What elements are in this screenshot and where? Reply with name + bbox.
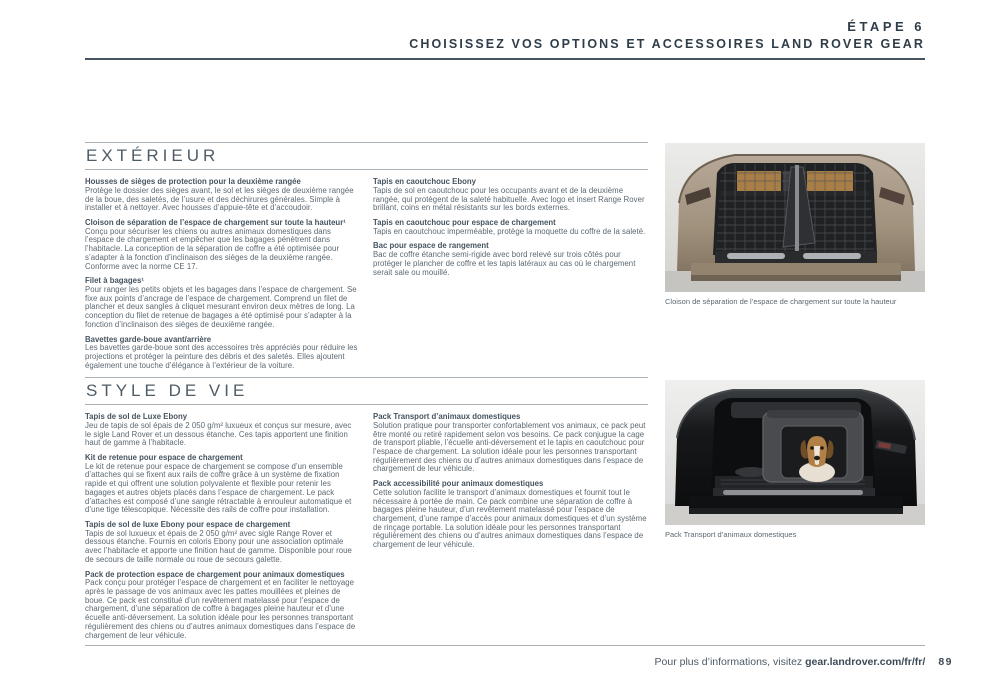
paragraph-title: Kit de retenue pour espace de chargement xyxy=(85,452,243,462)
section-divider-bottom xyxy=(85,404,648,405)
section-heading-style-de-vie: STYLE DE VIE xyxy=(86,381,249,400)
page-header xyxy=(85,19,925,51)
paragraph xyxy=(85,178,359,213)
paragraph-title: Filet à bagages¹ xyxy=(85,276,144,286)
paragraph xyxy=(85,571,359,641)
exterieur-column-2 xyxy=(373,178,647,376)
paragraph xyxy=(85,219,359,271)
style-column-1 xyxy=(85,413,359,646)
paragraph-title: Tapis de sol de Luxe Ebony xyxy=(85,412,188,421)
footer-text: Pour plus d’informations, visitez xyxy=(654,656,806,668)
page-footer xyxy=(655,656,953,668)
page-title: CHOISISSEZ VOS OPTIONS ET ACCESSOIRES LAND ROVER GEAR xyxy=(409,37,925,51)
paragraph xyxy=(373,178,647,213)
page-number: 89 xyxy=(938,656,953,668)
section-style-de-vie xyxy=(85,377,648,646)
paragraph-body: Pack conçu pour protéger l’espace de chargement et en faciliter le nettoyage après le passage de vos animaux avec les pattes mouillées et pleines de boue. Ce pack est constitué d’un revêtement matelassé pour l’espace de chargement, d’une séparation de coffre à bagages pleine hauteur et d’une écuelle anti-déversement. La solution idéale pour les personnes transportant régulièrement des chiens ou d’autres animaux domestiques dans l’espace de chargement de leur véhicule. xyxy=(85,578,356,640)
paragraph xyxy=(85,277,359,329)
paragraph-body: Jeu de tapis de sol épais de 2 050 g/m² luxueux et conçus sur mesure, avec le sigle Land Rover et un dessous étanche. Ces tapis apportent une finition haut de gamme à l’habitacle. xyxy=(85,420,352,448)
section-exterieur xyxy=(85,142,648,376)
paragraph-title: Pack accessibilité pour animaux domestiques xyxy=(373,479,544,489)
section-divider-bottom xyxy=(85,169,648,170)
paragraph-body: Le kit de retenue pour espace de chargement se compose d’un ensemble d’attaches qui se fixent aux rails de coffre grâce à un système de fixation rapide et qui offrent une solution polyvalente et flexible pour retenir les bagages et autres objets placés dans l’espace de chargement. Le pack d’attaches est composé d’une sangle rétractable à enrouleur automatique et d’une tige télescopique. Nécessite des rails de coffre pour installation. xyxy=(85,461,352,515)
paragraph-body: Pour ranger les petits objets et les bagages dans l’espace de chargement. Se fixe aux points d’ancrage de l’espace de chargement. Comprend un filet de plancher et deux sangles à cliquet mesurant environ deux mètres de long. La conception du filet de retenue de bagages a été optimisé pour s’adapter à la fonction d’inclinaison des sièges de deuxième rangée. xyxy=(85,285,357,329)
paragraph-body: Tapis en caoutchouc imperméable, protège la moquette du coffre de la saleté. xyxy=(373,226,646,236)
paragraph xyxy=(373,219,647,237)
section-divider-top xyxy=(85,142,648,143)
paragraph xyxy=(373,242,647,277)
style-column-2 xyxy=(373,413,647,646)
figure-cargo-partition xyxy=(665,143,925,306)
paragraph xyxy=(85,336,359,371)
paragraph-body: Bac de coffre étanche semi-rigide avec bord relevé sur trois côtés pour protéger le plancher de coffre et les tapis latéraux au cas où le chargement serait sale ou mouillé. xyxy=(373,250,636,277)
section-divider-top xyxy=(85,377,648,378)
gear-website-link[interactable]: gear.landrover.com/fr/fr/ xyxy=(805,656,926,668)
paragraph xyxy=(85,413,359,448)
paragraph-body: Cette solution facilite le transport d’animaux domestiques et fournit tout le nécessaire à portée de main. Ce pack combine une séparation de coffre à bagages pleine hauteur, d’un revêtement matelassé pour l’espace de chargement, d’une rampe d’accès pour animaux domestiques et d’un système de rinçage portable. La solution idéale pour les personnes transportant régulièrement des chiens ou d’autres animaux domestiques dans l’espace de chargement de leur véhicule. xyxy=(373,487,647,550)
paragraph-title: Bac pour espace de rangement xyxy=(373,241,489,251)
paragraph-body: Solution pratique pour transporter confortablement vos animaux, ce pack peut être monté ou retiré rapidement selon vos besoins. Ce pack conjugue la cage de transport pliable, l’écuelle anti-déversement et le tapis en caoutchouc pour l’espace de chargement. La solution idéale pour les personnes transportant régulièrement des chiens ou d’autres animaux domestiques dans l’espace de chargement de leur véhicule. xyxy=(373,420,646,474)
paragraph-body: Tapis de sol en caoutchouc pour les occupants avant et de la deuxième rangée, qui protègent de la saleté habituelle. Avec logo et insert Range Rover brillant, coins en métal résistants sur les bords externes. xyxy=(373,185,645,213)
paragraph xyxy=(85,521,359,565)
cargo-partition-photo xyxy=(665,143,925,292)
paragraph-title: Pack de protection espace de chargement pour animaux domestiques xyxy=(85,569,345,579)
exterieur-column-1 xyxy=(85,178,359,376)
paragraph-title: Cloison de séparation de l’espace de chargement sur toute la hauteur¹ xyxy=(85,217,346,227)
section-heading-exterieur: EXTÉRIEUR xyxy=(86,146,220,165)
paragraph-body: Les bavettes garde-boue sont des accessoires très appréciés pour réduire les projections et protéger la peinture des débris et des saletés. Elles ajoutent également une touche d’élégance à l’extérieur de la voiture. xyxy=(85,343,358,370)
paragraph xyxy=(373,480,647,550)
header-divider xyxy=(85,58,925,60)
step-label: ÉTAPE 6 xyxy=(847,19,925,34)
paragraph-title: Tapis en caoutchouc Ebony xyxy=(373,177,476,186)
pet-transport-photo xyxy=(665,380,925,525)
paragraph-title: Tapis de sol de luxe Ebony pour espace de chargement xyxy=(85,519,291,529)
footer-divider xyxy=(85,645,925,646)
paragraph xyxy=(85,454,359,515)
paragraph-title: Pack Transport d’animaux domestiques xyxy=(373,412,521,421)
figure-pet-transport xyxy=(665,380,925,539)
paragraph-title: Housses de sièges de protection pour la deuxième rangée xyxy=(85,177,301,186)
paragraph-body: Tapis de sol luxueux et épais de 2 050 g/m² avec sigle Range Rover et dessous étanche. Fournis en coloris Ebony pour une association optimale avec l’habitacle et apporte une finition haut de gamme. Disponible pour roue de secours de taille normale ou roue de secours galette. xyxy=(85,528,352,564)
figure-caption: Pack Transport d’animaux domestiques xyxy=(665,530,797,539)
paragraph-body: Conçu pour sécuriser les chiens ou autres animaux domestiques dans l’espace de chargement et empêcher que les bagages pénètrent dans l’habitacle. La conception de la séparation de coffre a été optimisée pour s’adapter à la fonction d’inclinaison des sièges de la deuxième rangée. Conforme avec la norme CE 17. xyxy=(85,226,340,271)
paragraph-body: Protège le dossier des sièges avant, le sol et les sièges de deuxième rangée de la boue, des saletés, de l’usure et des déchirures générales. Simple à installer et à nettoyer. Avec housses d’appuie-tête et d’accoudoir. xyxy=(85,185,354,213)
paragraph-title: Bavettes garde-boue avant/arrière xyxy=(85,334,212,344)
paragraph xyxy=(373,413,647,474)
paragraph-title: Tapis en caoutchouc pour espace de chargement xyxy=(373,217,556,227)
figure-caption: Cloison de séparation de l’espace de chargement sur toute la hauteur xyxy=(665,297,897,306)
